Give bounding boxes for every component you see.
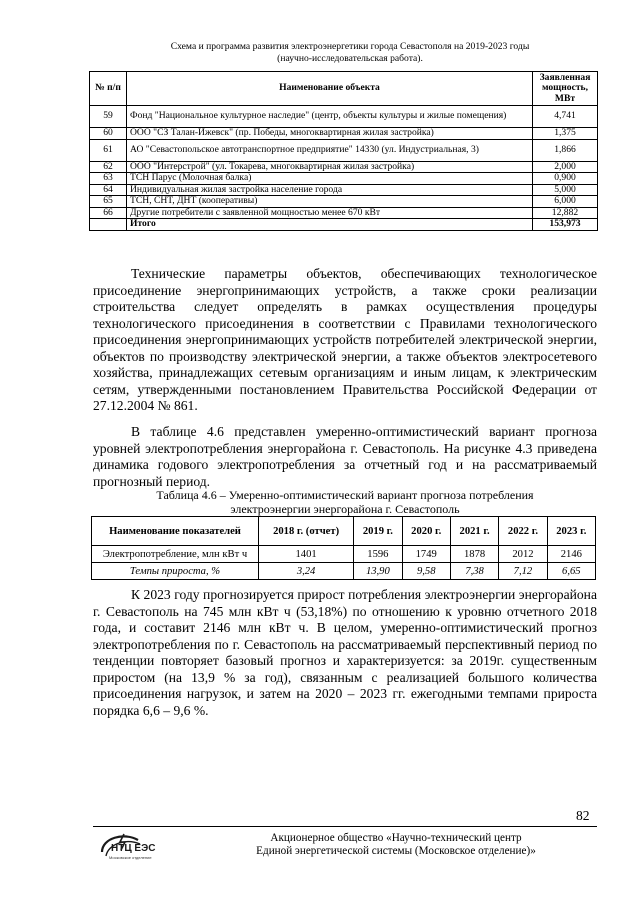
document-footer [200,832,592,858]
table-row [90,173,598,185]
row-value: 1,375 [533,128,598,140]
forecast-table [91,516,596,580]
row-number: 64 [90,184,127,196]
row-value: 4,741 [533,106,598,128]
row-name: Другие потребители с заявленной мощностью менее 670 кВт [127,207,533,219]
total-row [90,219,598,231]
row-name: ООО "Интерстрой" (ул. Токарева, многоквартирная жилая застройка) [127,161,533,173]
table-caption [93,489,597,516]
cell-2022: 7,12 [499,563,547,580]
table-row [90,184,598,196]
row-value: 1,866 [533,139,598,161]
total-label: Итого [127,219,533,231]
table-row [90,106,598,128]
header-line-2: (научно-исследовательская работа). [277,53,423,64]
column-header-indicator: Наименование показателей [92,517,259,546]
footer-divider [93,826,597,827]
document-header [120,41,580,65]
row-name: АО "Севастопольское автотранспортное предприятие" 14330 (ул. Индустриальная, 3) [127,139,533,161]
column-header-power: Заявленная мощность, МВт [533,72,598,106]
row-number: 62 [90,161,127,173]
row-value: 2,000 [533,161,598,173]
total-value: 153,973 [533,219,598,231]
row-number: 66 [90,207,127,219]
table-row [92,563,596,580]
row-number: 65 [90,196,127,208]
caption-line-1: Таблица 4.6 – Умеренно-оптимистический вариант прогноза потребления [156,488,534,502]
row-name: ТСН, СНТ, ДНТ (кооперативы) [127,196,533,208]
footer-line-1: Акционерное общество «Научно-технический центр [270,832,522,844]
header-line-1: Схема и программа развития электроэнергетики города Севастополя на 2019-2023 годы [170,41,530,52]
table-row [92,546,596,563]
row-name: Фонд "Национальное культурное наследие" (центр, объекты культуры и жилые помещения) [127,106,533,128]
column-header-2020: 2020 г. [402,517,450,546]
row-number: 61 [90,139,127,161]
table-row [90,207,598,219]
column-header-2022: 2022 г. [499,517,547,546]
row-value: 6,000 [533,196,598,208]
row-name: Индивидуальная жилая застройка население города [127,184,533,196]
paragraph-forecast-summary: К 2023 году прогнозируется прирост потребления электроэнергии энергорайона г. Севастополь на 745 млн кВт ч (53,18%) по отношению к уровню отчетного 2018 года, и составит 2146 млн кВт ч. В целом, умеренно-оптимистический прогноз электропотребления по г. Севастополь на рассматриваемый перспективный период по тенденции повторяет базовый прогноз и характеризуется: за 2019г. существенным приростом (на 13,9 % за год), связанным с реализацией большого количества присоединения нагрузок, и затем на 2020 – 2023 гг. ежегодными темпами прироста порядка 6,6 – 9,6 %. [93,587,597,718]
cell-2021: 1878 [450,546,498,563]
column-header-number: № п/п [90,72,127,106]
table-row [90,161,598,173]
row-label: Электропотребление, млн кВт ч [92,546,259,563]
column-header-2019: 2019 г. [354,517,402,546]
column-header-2021: 2021 г. [450,517,498,546]
table-row [90,139,598,161]
cell-2021: 7,38 [450,563,498,580]
objects-table [89,71,598,231]
cell-2020: 9,58 [402,563,450,580]
total-number-cell [90,219,127,231]
row-name: ТСН Парус (Молочная балка) [127,173,533,185]
row-value: 12,882 [533,207,598,219]
cell-2023: 6,65 [547,563,595,580]
paragraph-technical-parameters: Технические параметры объектов, обеспечивающих технологическое присоединение энергопринимающих устройств, а также сроки реализации строительства следует определять в рамках осуществления процедуры технологического присоединения в соответствии с Правилами технологического присоединения энергопринимающих устройств потребителей электрической энергии, объектов по производству электрической энергии, а также объектов электросетевого хозяйства, принадлежащих сетевым организациям и иным лицам, к электрическим сетям, утвержденными постановлением Правительства Российской Федерации от 27.12.2004 № 861. [93,266,597,413]
page-number: 82 [576,808,590,823]
row-number: 59 [90,106,127,128]
cell-2019: 1596 [354,546,402,563]
caption-line-2: электроэнергии энергорайона г. Севастополь [230,501,460,516]
company-logo [94,830,164,866]
row-value: 5,000 [533,184,598,196]
footer-line-2: Единой энергетической системы (Московское отделение)» [256,845,536,857]
table-row [90,196,598,208]
cell-2020: 1749 [402,546,450,563]
cell-2018: 3,24 [259,563,354,580]
paragraph-table-intro: В таблице 4.6 представлен умеренно-оптимистический вариант прогноза уровней электропотребления энергорайона г. Севастополь. На рисунке 4.3 приведена динамика годового электропотребления за отчетный год и на рассматриваемый прогнозный период. [93,424,597,489]
row-number: 60 [90,128,127,140]
row-label: Темпы прироста, % [92,563,259,580]
column-header-name: Наименование объекта [127,72,533,106]
column-header-2018: 2018 г. (отчет) [259,517,354,546]
cell-2019: 13,90 [354,563,402,580]
column-header-2023: 2023 г. [547,517,595,546]
cell-2018: 1401 [259,546,354,563]
logo-subtext: Московское отделение [109,855,152,860]
row-name: ООО "СЗ Талан-Ижевск" (пр. Победы, многоквартирная жилая застройка) [127,128,533,140]
row-number: 63 [90,173,127,185]
table-row [90,128,598,140]
cell-2023: 2146 [547,546,595,563]
row-value: 0,900 [533,173,598,185]
logo-text: НТЦ ЕЭС [111,843,156,854]
cell-2022: 2012 [499,546,547,563]
